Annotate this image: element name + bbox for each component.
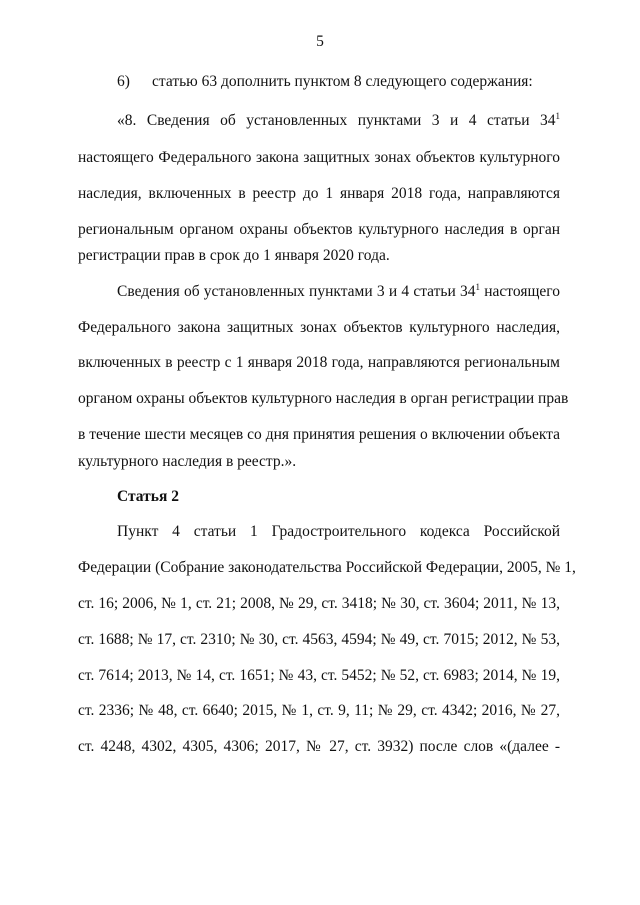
paragraph-line: ст. 2336; № 48, ст. 6640; 2015, № 1, ст. 9, 11; № 29, ст. 4342; 2016, № 27, — [78, 702, 560, 719]
paragraph-line: включенных в реестр с 1 января 2018 года, направляются региональным — [78, 354, 560, 371]
paragraph-line: Пункт 4 статьи 1 Градостроительного кодекса Российской — [117, 523, 560, 540]
paragraph-line: наследия, включенных в реестр до 1 января 2018 года, направляются — [78, 185, 560, 202]
paragraph-line: культурного наследия в реестр.». — [78, 453, 297, 470]
paragraph-line — [117, 282, 560, 302]
article-heading: Статья 2 — [117, 488, 179, 505]
paragraph-line: ст. 16; 2006, № 1, ст. 21; 2008, № 29, ст. 3418; № 30, ст. 3604; 2011, № 13, — [78, 595, 560, 612]
item-number: 6) — [117, 73, 130, 90]
superscript: 1 — [555, 111, 560, 121]
paragraph-line: органом охраны объектов культурного наследия в орган регистрации прав — [78, 390, 569, 407]
item-text: статью 63 дополнить пунктом 8 следующего содержания: — [152, 73, 533, 90]
paragraph-line: ст. 1688; № 17, ст. 2310; № 30, ст. 4563, 4594; № 49, ст. 7015; 2012, № 53, — [78, 631, 560, 648]
paragraph-line — [117, 111, 560, 131]
paragraph-line: ст. 7614; 2013, № 14, ст. 1651; № 43, ст. 5452; № 52, ст. 6983; 2014, № 19, — [78, 667, 560, 684]
paragraph-line: ст. 4248, 4302, 4305, 4306; 2017, № 27, ст. 3932) после слов «(далее - — [78, 738, 560, 755]
paragraph-line: региональным органом охраны объектов культурного наследия в орган — [78, 221, 560, 238]
paragraph-line: регистрации прав в срок до 1 января 2020 года. — [78, 247, 390, 264]
paragraph-line: Федерального закона защитных зонах объектов культурного наследия, — [78, 319, 560, 336]
text-segment: настоящего — [480, 283, 560, 300]
text-segment: Сведения об установленных пунктами 3 и 4 статьи 34 — [117, 283, 476, 300]
text-segment: «8. Сведения об установленных пунктами 3 и 4 статьи 34 — [117, 112, 556, 129]
superscript: 1 — [475, 282, 481, 292]
page-number: 5 — [316, 33, 324, 50]
paragraph-line: настоящего Федерального закона защитных зонах объектов культурного — [78, 149, 560, 166]
paragraph-line: Федерации (Собрание законодательства Российской Федерации, 2005, № 1, — [78, 559, 576, 576]
paragraph-line: в течение шести месяцев со дня принятия решения о включении объекта — [78, 426, 560, 443]
